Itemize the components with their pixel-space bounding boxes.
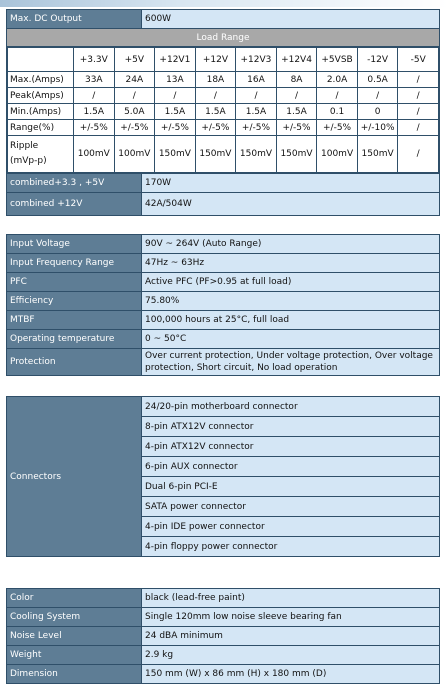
load-cell: 1.5A — [195, 104, 236, 120]
spec-label: Dimension — [7, 665, 142, 684]
rail-header: -12V — [357, 48, 398, 72]
load-range-title: Load Range — [7, 29, 440, 47]
load-cell: +/-5% — [195, 120, 236, 136]
load-cell: 18A — [195, 72, 236, 88]
load-table-corner — [8, 48, 74, 72]
spec-value: 2.9 kg — [142, 646, 440, 665]
spec-label: Efficiency — [7, 292, 142, 311]
spec-row-color — [7, 589, 440, 608]
load-cell: 150mV — [155, 136, 196, 173]
load-cell: +/-5% — [236, 120, 277, 136]
load-table-row — [8, 72, 439, 88]
spec-label: Weight — [7, 646, 142, 665]
spec-row-weight — [7, 646, 440, 665]
load-cell: 150mV — [276, 136, 317, 173]
load-row-label: Min.(Amps) — [8, 104, 74, 120]
load-cell: 100mV — [317, 136, 358, 173]
load-cell: / — [398, 88, 439, 104]
load-cell: 150mV — [357, 136, 398, 173]
rail-header: +5V — [114, 48, 155, 72]
ripple-label-line1: Ripple — [10, 141, 39, 151]
spec-row-input-frequency — [7, 254, 440, 273]
connector-row — [7, 397, 440, 417]
load-range-table — [7, 47, 439, 173]
load-row-label: Max.(Amps) — [8, 72, 74, 88]
rail-header: -5V — [398, 48, 439, 72]
spec-value: 90V ~ 264V (Auto Range) — [142, 235, 440, 254]
load-cell: +/-5% — [317, 120, 358, 136]
connector-item: 4-pin floppy power connector — [142, 537, 440, 557]
spec-row-combined-12 — [7, 193, 440, 216]
rail-header: +12V — [195, 48, 236, 72]
load-cell: 0.5A — [357, 72, 398, 88]
load-cell: 100mV — [74, 136, 115, 173]
load-cell: / — [195, 88, 236, 104]
spec-row-operating-temperature — [7, 330, 440, 349]
load-cell: / — [317, 88, 358, 104]
spec-row-dimension — [7, 665, 440, 684]
rail-header: +12V1 — [155, 48, 196, 72]
spec-row-combined-33-5 — [7, 174, 440, 193]
spec-value: Over current protection, Under voltage protection, Over voltage protection, Short circuit, No load operation — [142, 349, 440, 376]
load-cell: 150mV — [195, 136, 236, 173]
spec-label: Input Frequency Range — [7, 254, 142, 273]
spec-label: Max. DC Output — [7, 10, 142, 29]
spec-label: Protection — [7, 349, 142, 376]
load-table-header — [8, 48, 439, 72]
spec-value: 150 mm (W) x 86 mm (H) x 180 mm (D) — [142, 665, 440, 684]
rail-header: +12V4 — [276, 48, 317, 72]
load-cell: 100mV — [114, 136, 155, 173]
load-cell: / — [276, 88, 317, 104]
output-spec-table — [6, 9, 440, 216]
spec-row-pfc — [7, 273, 440, 292]
load-cell: / — [236, 88, 277, 104]
load-cell: 2.0A — [317, 72, 358, 88]
spec-value: 42A/504W — [142, 193, 440, 216]
spec-label: combined +12V — [7, 193, 142, 216]
load-cell: 8A — [276, 72, 317, 88]
load-table-row — [8, 88, 439, 104]
load-cell: 24A — [114, 72, 155, 88]
load-cell: 1.5A — [236, 104, 277, 120]
load-cell: 1.5A — [276, 104, 317, 120]
spec-label: Operating temperature — [7, 330, 142, 349]
load-cell: 33A — [74, 72, 115, 88]
load-cell: / — [398, 72, 439, 88]
load-cell: / — [398, 104, 439, 120]
load-cell: +/-5% — [155, 120, 196, 136]
spec-value: Single 120mm low noise sleeve bearing fan — [142, 608, 440, 627]
connectors-spec-table — [6, 396, 440, 557]
spec-row-input-voltage — [7, 235, 440, 254]
physical-spec-table — [6, 588, 440, 684]
load-table-row-ripple — [8, 136, 439, 173]
load-cell: 150mV — [236, 136, 277, 173]
connector-item: 4-pin IDE power connector — [142, 517, 440, 537]
connector-item: Dual 6-pin PCI-E — [142, 477, 440, 497]
spec-row-mtbf — [7, 311, 440, 330]
spec-label: combined+3.3 , +5V — [7, 174, 142, 193]
load-cell: +/-10% — [357, 120, 398, 136]
spec-value: 170W — [142, 174, 440, 193]
spec-row-noise — [7, 627, 440, 646]
load-cell: / — [398, 136, 439, 173]
spec-label: Noise Level — [7, 627, 142, 646]
load-cell: 1.5A — [155, 104, 196, 120]
spec-value: 0 ~ 50°C — [142, 330, 440, 349]
spec-label: Input Voltage — [7, 235, 142, 254]
load-cell: 16A — [236, 72, 277, 88]
load-cell: / — [114, 88, 155, 104]
connector-item: 8-pin ATX12V connector — [142, 417, 440, 437]
ripple-label-line2: (mVp-p) — [10, 156, 47, 166]
load-cell: 1.5A — [74, 104, 115, 120]
load-cell: 0 — [357, 104, 398, 120]
load-cell: 0.1 — [317, 104, 358, 120]
spec-label: Color — [7, 589, 142, 608]
rail-header: +3.3V — [74, 48, 115, 72]
spec-value: 47Hz ~ 63Hz — [142, 254, 440, 273]
spec-value: 600W — [142, 10, 440, 29]
rail-header: +5VSB — [317, 48, 358, 72]
load-cell: 13A — [155, 72, 196, 88]
load-row-label: Peak(Amps) — [8, 88, 74, 104]
input-spec-table — [6, 234, 440, 376]
load-cell: +/-5% — [74, 120, 115, 136]
rail-header: +12V3 — [236, 48, 277, 72]
load-table-row — [8, 120, 439, 136]
load-range-header-row — [7, 29, 440, 47]
spec-value: 24 dBA minimum — [142, 627, 440, 646]
load-range-row — [7, 47, 440, 174]
spec-row-protection — [7, 349, 440, 376]
load-cell: / — [357, 88, 398, 104]
spec-label: PFC — [7, 273, 142, 292]
spec-row-cooling — [7, 608, 440, 627]
load-row-label: Range(%) — [8, 120, 74, 136]
spec-row-efficiency — [7, 292, 440, 311]
spec-row-max-dc-output — [7, 10, 440, 29]
spec-value: Active PFC (PF>0.95 at full load) — [142, 273, 440, 292]
load-range-cell — [7, 47, 440, 174]
spec-value: 100,000 hours at 25°C, full load — [142, 311, 440, 330]
spec-value: 75.80% — [142, 292, 440, 311]
spec-value: black (lead-free paint) — [142, 589, 440, 608]
load-cell: / — [74, 88, 115, 104]
connector-item: SATA power connector — [142, 497, 440, 517]
load-cell: / — [155, 88, 196, 104]
load-cell: +/-5% — [114, 120, 155, 136]
connectors-label: Connectors — [7, 397, 142, 557]
connector-item: 4-pin ATX12V connector — [142, 437, 440, 457]
load-table-row — [8, 104, 439, 120]
connector-item: 6-pin AUX connector — [142, 457, 440, 477]
load-cell: / — [398, 120, 439, 136]
top-decoration-bar — [0, 0, 448, 7]
spec-label: MTBF — [7, 311, 142, 330]
connector-item: 24/20-pin motherboard connector — [142, 397, 440, 417]
load-cell: 5.0A — [114, 104, 155, 120]
load-cell: +/-5% — [276, 120, 317, 136]
spec-label: Cooling System — [7, 608, 142, 627]
ripple-label — [8, 136, 74, 173]
